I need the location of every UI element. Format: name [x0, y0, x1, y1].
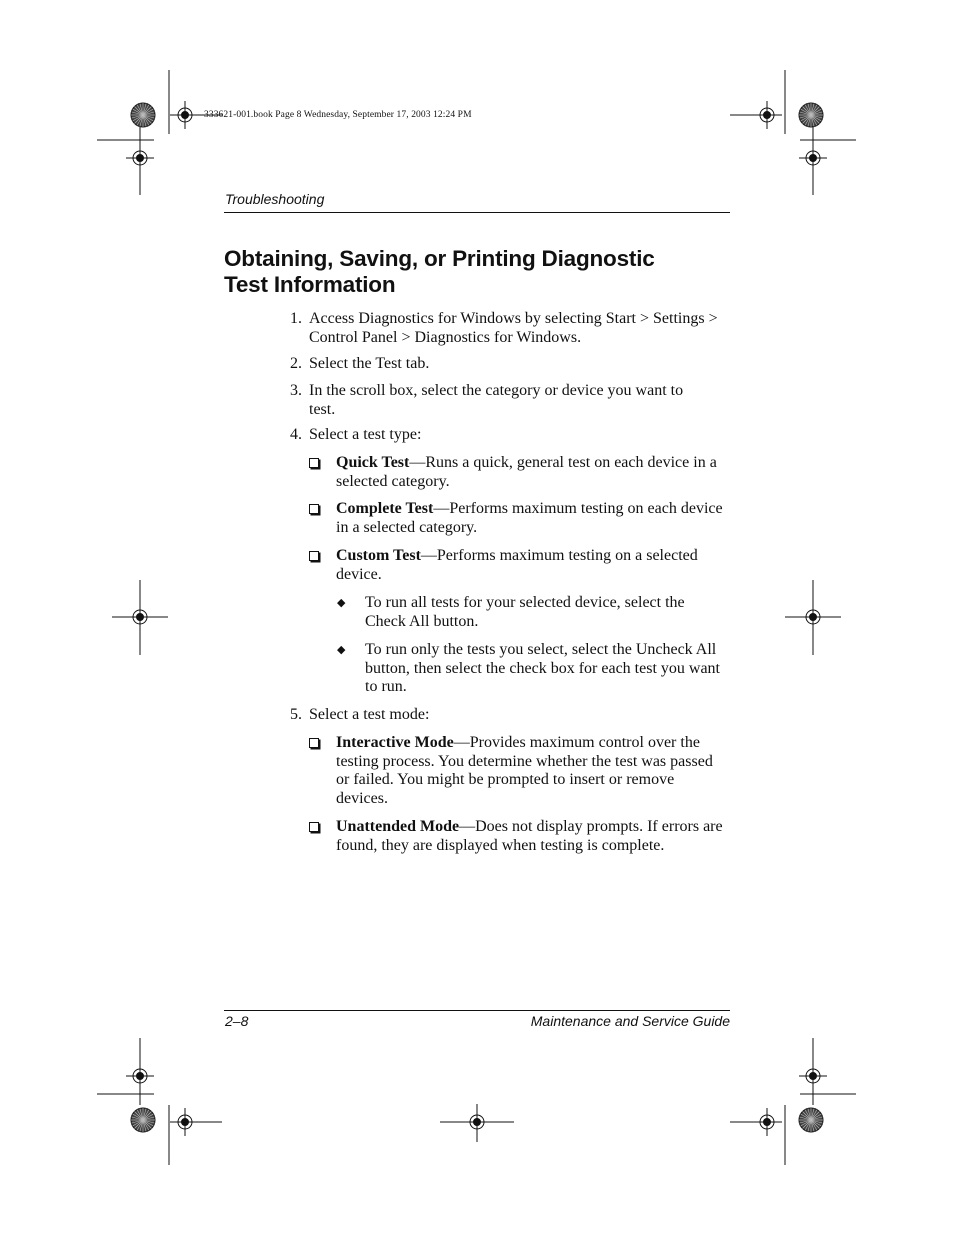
page-title-line-2: Test Information	[224, 272, 396, 297]
list-item-interactive-mode	[309, 734, 730, 808]
diamond-icon: ◆	[337, 644, 346, 656]
page-title-line-1: Obtaining, Saving, or Printing Diagnostic	[224, 246, 655, 271]
bullet-text: To run only the tests you select, select the Uncheck All button, then select the check box for each test you want to run.	[365, 641, 720, 696]
term-description: —Provides maximum control over the testing process. You determine whether the test was passed or failed. You might be prompted to insert or remove devices.	[336, 734, 713, 807]
step-text: Select a test type:	[309, 426, 422, 443]
term-custom-test: Custom Test	[336, 547, 421, 564]
bullet-text: To run all tests for your selected device, select the Check All button.	[365, 594, 685, 630]
list-item-step-1	[290, 310, 730, 347]
footer-rule	[224, 1010, 730, 1011]
checkbox-icon	[309, 738, 319, 748]
list-item-step-5	[290, 706, 730, 725]
list-item-step-3	[290, 382, 710, 419]
term-complete-test: Complete Test	[336, 500, 434, 517]
checkbox-icon	[309, 551, 319, 561]
page-number: 2–8	[225, 1013, 249, 1029]
crosshair-icon	[126, 1062, 154, 1090]
list-item-check-all	[337, 594, 717, 631]
guide-title: Maintenance and Service Guide	[530, 1013, 730, 1029]
term-description: —Performs maximum testing on a selected device.	[336, 547, 698, 583]
page-title	[224, 246, 744, 298]
step-text: Select a test mode:	[309, 706, 430, 723]
list-item-step-2	[290, 355, 730, 374]
starburst-icon	[131, 1108, 155, 1132]
list-item-complete-test	[309, 500, 730, 537]
list-item-step-4	[290, 426, 730, 445]
list-item-quick-test	[309, 454, 730, 491]
step-text: Access Diagnostics for Windows by selecting Start > Settings > Control Panel > Diagnostics for Windows.	[309, 310, 718, 346]
term-quick-test: Quick Test	[336, 454, 410, 471]
term-interactive-mode: Interactive Mode	[336, 734, 454, 751]
step-number: 3.	[290, 382, 302, 399]
step-number: 4.	[290, 426, 302, 443]
crosshair-icon	[799, 144, 827, 172]
term-description: —Does not display prompts. If errors are found, they are displayed when testing is complete.	[336, 818, 723, 854]
term-unattended-mode: Unattended Mode	[336, 818, 460, 835]
list-item-uncheck-all	[337, 641, 730, 697]
checkbox-icon	[309, 458, 319, 468]
list-item-custom-test	[309, 547, 730, 584]
list-item-unattended-mode	[309, 818, 730, 855]
step-number: 2.	[290, 355, 302, 372]
step-text: In the scroll box, select the category or device you want to test.	[309, 382, 684, 418]
starburst-icon	[799, 1108, 823, 1132]
print-job-header: 333621-001.book Page 8 Wednesday, September 17, 2003 12:24 PM	[204, 110, 472, 120]
checkbox-icon	[309, 822, 319, 832]
starburst-icon	[131, 103, 155, 127]
starburst-icon	[799, 103, 823, 127]
step-number: 1.	[290, 310, 302, 327]
crosshair-icon	[126, 144, 154, 172]
checkbox-icon	[309, 504, 319, 514]
term-description: —Performs maximum testing on each device in a selected category.	[336, 500, 723, 536]
step-text: Select the Test tab.	[309, 355, 430, 372]
step-number: 5.	[290, 706, 302, 723]
term-description: —Runs a quick, general test on each device in a selected category.	[336, 454, 717, 490]
header-rule	[224, 212, 730, 213]
crosshair-icon	[799, 1062, 827, 1090]
running-header-section: Troubleshooting	[225, 191, 325, 207]
diamond-icon: ◆	[337, 597, 346, 609]
